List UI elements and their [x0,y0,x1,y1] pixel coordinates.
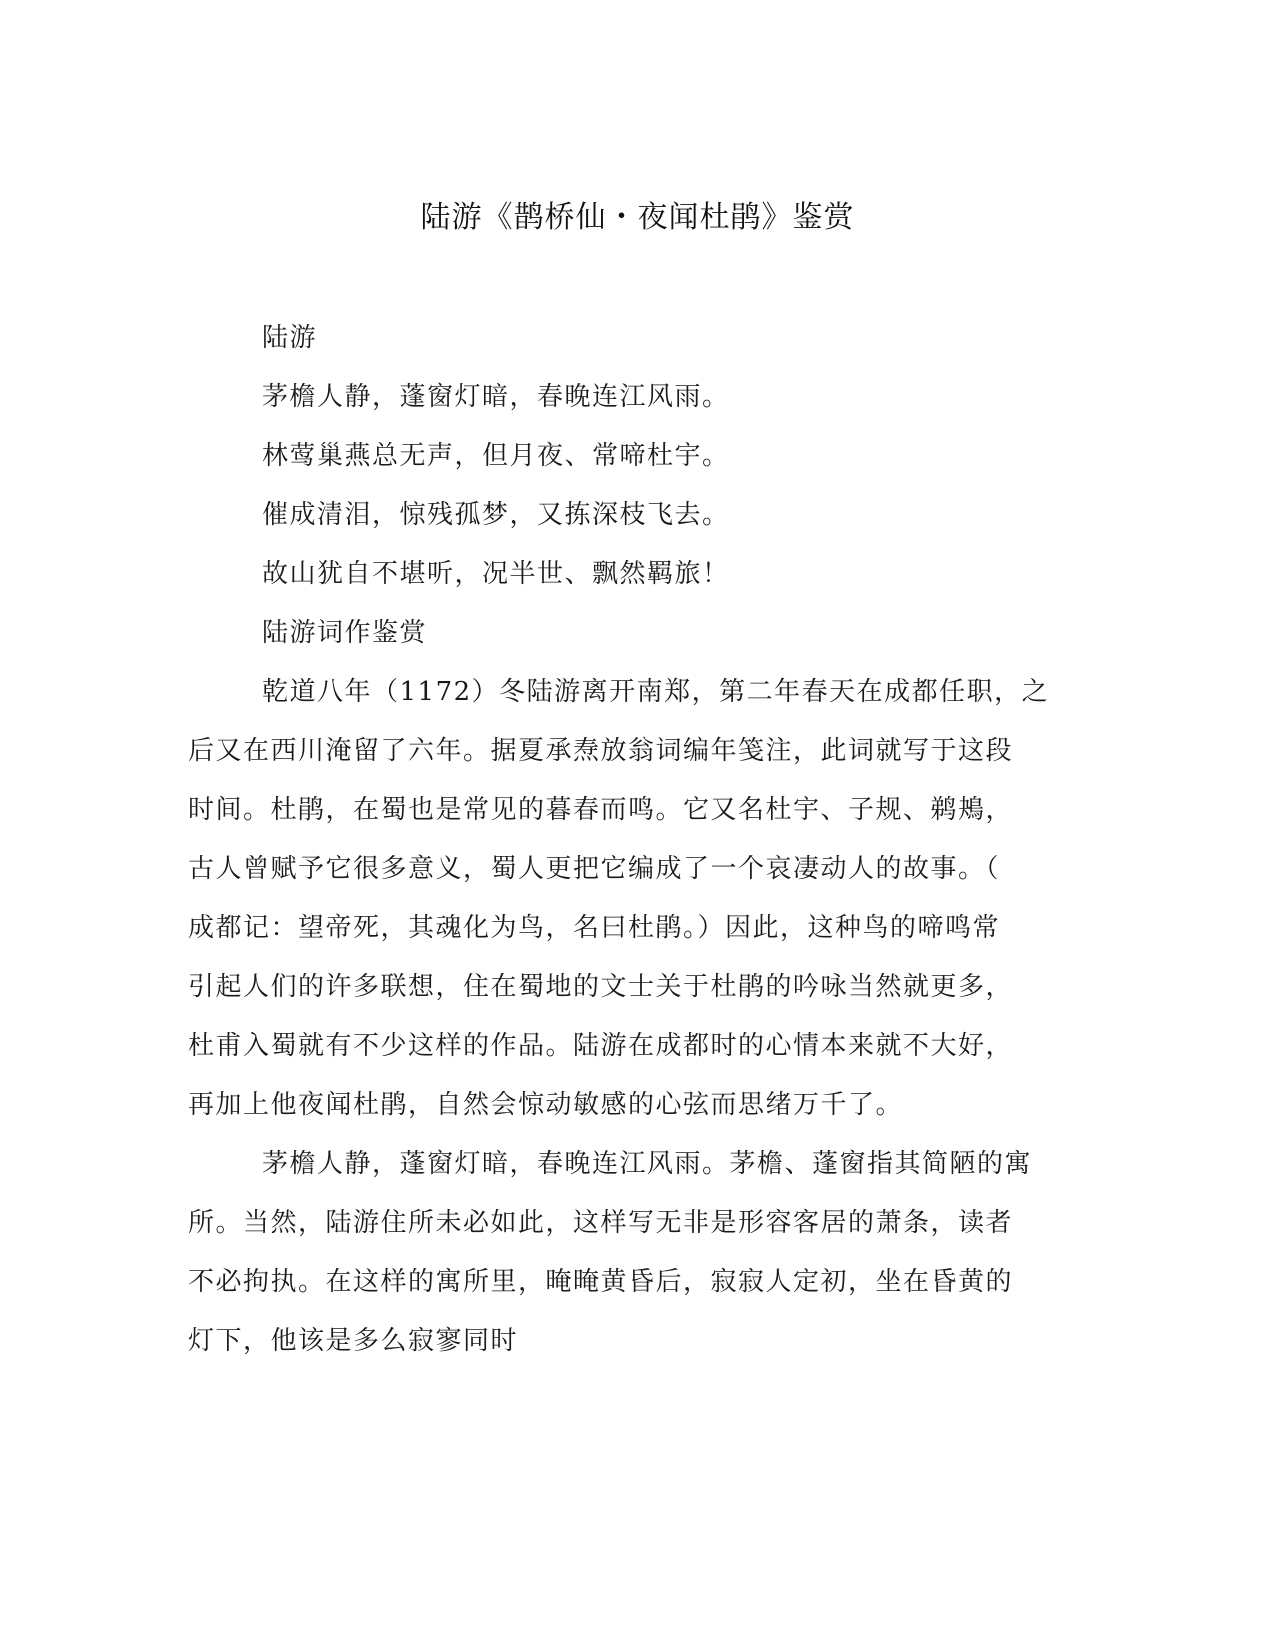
paragraph1-line-1: 乾道八年（1172）冬陆游离开南郑，第二年春天在成都任职，之 [262,677,1050,707]
paragraph1-line-7: 杜甫入蜀就有不少这样的作品。陆游在成都时的心情本来就不大好， [188,1031,1014,1061]
poem-line-3: 催成清泪，惊残孤梦，又拣深枝飞去。 [262,500,730,530]
paragraph1-line-5: 成都记：望帝死，其魂化为鸟，名曰杜鹃。）因此，这种鸟的啼鸣常 [188,913,1001,943]
paragraph1-line-8: 再加上他夜闻杜鹃，自然会惊动敏感的心弦而思绪万千了。 [188,1090,904,1120]
paragraph2-line-2: 所。当然，陆游住所未必如此，这样写无非是形容客居的萧条，读者 [188,1208,1014,1238]
paragraph1-line-4: 古人曾赋予它很多意义，蜀人更把它编成了一个哀凄动人的故事。（ [188,854,1001,884]
poem-line-4: 故山犹自不堪听，况半世、飘然羁旅！ [262,559,730,589]
poem-line-1: 茅檐人静，蓬窗灯暗，春晚连江风雨。 [262,382,730,412]
paragraph2-line-4: 灯下，他该是多么寂寥同时 [188,1326,519,1356]
paragraph2-line-1: 茅檐人静，蓬窗灯暗，春晚连江风雨。茅檐、蓬窗指其简陋的寓 [262,1149,1033,1179]
author-line: 陆游 [262,323,318,353]
paragraph2-line-3: 不必拘执。在这样的寓所里，晻晻黄昏后，寂寂人定初，坐在昏黄的 [188,1267,1014,1297]
poem-line-2: 林莺巢燕总无声，但月夜、常啼杜宇。 [262,441,730,471]
document-title: 陆游《鹊桥仙・夜闻杜鹃》鉴赏 [420,200,855,235]
paragraph1-line-6: 引起人们的许多联想，住在蜀地的文士关于杜鹃的吟咏当然就更多， [188,972,1014,1002]
paragraph1-line-2: 后又在西川淹留了六年。据夏承焘放翁词编年笺注，此词就写于这段 [188,736,1014,766]
section-heading: 陆游词作鉴赏 [262,618,428,648]
paragraph1-line-3: 时间。杜鹃，在蜀也是常见的暮春而鸣。它又名杜宇、子规、鹈鴂， [188,795,1014,825]
